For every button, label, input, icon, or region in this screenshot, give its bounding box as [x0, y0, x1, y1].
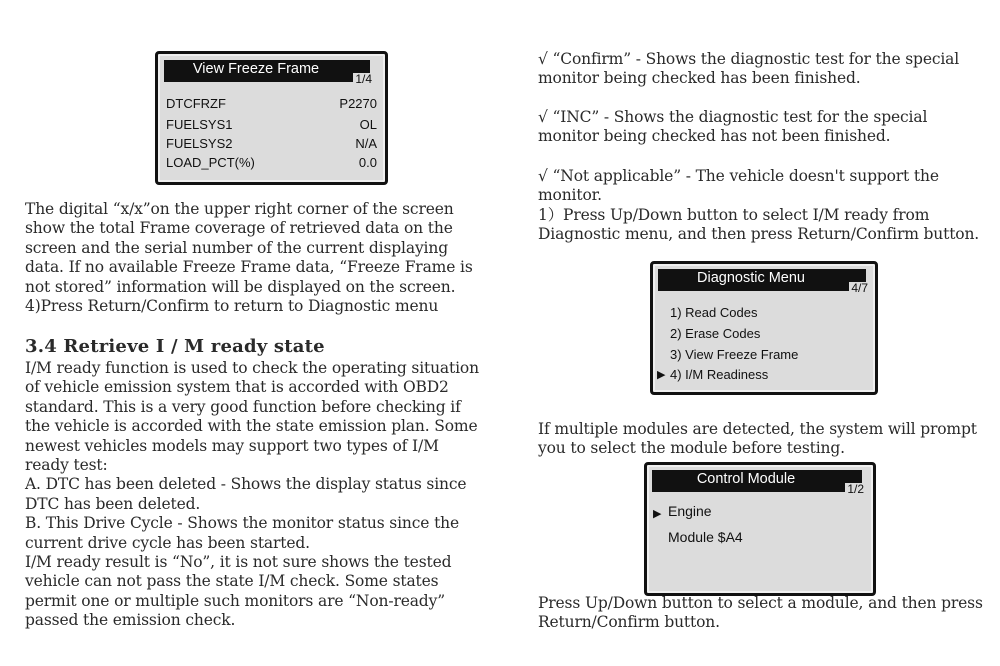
- diagnostic-menu-page-indicator: 4/7: [851, 281, 868, 295]
- text-line: not stored” information will be displayed on the screen.: [25, 277, 456, 296]
- section-heading: 3.4 Retrieve I / M ready state: [25, 336, 325, 357]
- module-item-engine[interactable]: Engine: [668, 503, 712, 519]
- text-line: Press Up/Down button to select a module, and then press: [538, 594, 983, 612]
- text-line: monitor being checked has been finished.: [538, 69, 861, 88]
- menu-item-view-freeze-frame[interactable]: 3) View Freeze Frame: [670, 347, 799, 362]
- text-line: √ “Confirm” - Shows the diagnostic test for the special: [538, 50, 960, 68]
- text-line: show the total Frame coverage of retrieved data on the: [25, 219, 453, 238]
- multiple-modules-description: [538, 420, 977, 459]
- text-line: Diagnostic menu, and then press Return/Confirm button.: [538, 225, 980, 244]
- row-value: 0.0: [358, 155, 377, 170]
- text-line: ready test:: [25, 456, 108, 475]
- text-line: standard. This is a very good function before checking if: [25, 397, 461, 416]
- module-item-a4[interactable]: Module $A4: [668, 529, 743, 545]
- text-line: √ “INC” - Shows the diagnostic test for the special: [538, 108, 928, 126]
- row-value: N/A: [355, 136, 377, 151]
- text-line: A. DTC has been deleted - Shows the display status since: [25, 475, 467, 494]
- control-module-page-indicator: 1/2: [847, 482, 864, 496]
- text-line: Return/Confirm button.: [538, 613, 720, 632]
- row-label: FUELSYS1: [166, 117, 233, 132]
- text-line: I/M ready result is “No”, it is not sure shows the tested: [25, 553, 452, 572]
- freeze-frame-page-indicator: 1/4: [355, 72, 372, 86]
- text-line: of vehicle emission system that is accorded with OBD2: [25, 378, 449, 397]
- diagnostic-menu-title-bar: [658, 269, 868, 295]
- text-line: monitor being checked has not been finished.: [538, 127, 891, 146]
- text-line: I/M ready function is used to check the operating situation: [25, 359, 479, 377]
- freeze-frame-title: View Freeze Frame: [192, 61, 320, 77]
- text-line: The digital “x/x”on the upper right corner of the screen: [25, 200, 454, 218]
- diagnostic-menu-title: Diagnostic Menu: [697, 270, 805, 286]
- freeze-frame-title-bar: [164, 60, 372, 86]
- text-line: screen and the serial number of the current displaying: [25, 238, 448, 257]
- not-applicable-description: [538, 167, 979, 245]
- text-line: 4)Press Return/Confirm to return to Diagnostic menu: [25, 297, 439, 316]
- menu-item-erase-codes[interactable]: 2) Erase Codes: [670, 326, 761, 341]
- control-module-screen: [644, 462, 876, 596]
- text-line: data. If no available Freeze Frame data, “Freeze Frame is: [25, 258, 473, 277]
- control-module-title-bar: [652, 470, 864, 496]
- menu-item-read-codes[interactable]: 1) Read Codes: [670, 305, 758, 320]
- text-line: DTC has been deleted.: [25, 494, 201, 513]
- text-line: monitor.: [538, 186, 602, 205]
- text-line: √ “Not applicable” - The vehicle doesn't support the: [538, 167, 939, 185]
- confirm-description: [538, 50, 959, 89]
- row-value: P2270: [339, 96, 377, 111]
- text-line: permit one or multiple such monitors are “Non-ready”: [25, 591, 445, 610]
- text-line: 1）Press Up/Down button to select I/M ready from: [538, 205, 930, 224]
- text-line: If multiple modules are detected, the system will prompt: [538, 420, 977, 438]
- text-line: passed the emission check.: [25, 611, 236, 630]
- row-label: LOAD_PCT(%): [166, 155, 255, 170]
- text-line: current drive cycle has been started.: [25, 533, 310, 552]
- text-line: vehicle can not pass the state I/M check. Some states: [25, 572, 439, 591]
- text-line: newest vehicles models may support two types of I/M: [25, 436, 439, 455]
- press-updown-description: [538, 594, 983, 633]
- selection-arrow-icon: ▶: [653, 508, 662, 520]
- diagnostic-menu-screen: [650, 261, 878, 395]
- inc-description: [538, 108, 927, 147]
- text-line: the vehicle is accorded with the state emission plan. Some: [25, 417, 478, 436]
- row-label: FUELSYS2: [166, 136, 233, 151]
- selection-arrow-icon: ▶: [657, 369, 666, 381]
- freeze-frame-screen: [155, 51, 388, 185]
- row-value: OL: [359, 117, 377, 132]
- text-line: B. This Drive Cycle - Shows the monitor status since the: [25, 514, 460, 533]
- menu-item-im-readiness[interactable]: 4) I/M Readiness: [670, 367, 769, 382]
- control-module-title: Control Module: [696, 471, 796, 487]
- im-ready-description: [25, 359, 479, 631]
- row-label: DTCFRZF: [166, 96, 226, 111]
- freeze-frame-description: [25, 200, 473, 316]
- text-line: you to select the module before testing.: [538, 439, 845, 458]
